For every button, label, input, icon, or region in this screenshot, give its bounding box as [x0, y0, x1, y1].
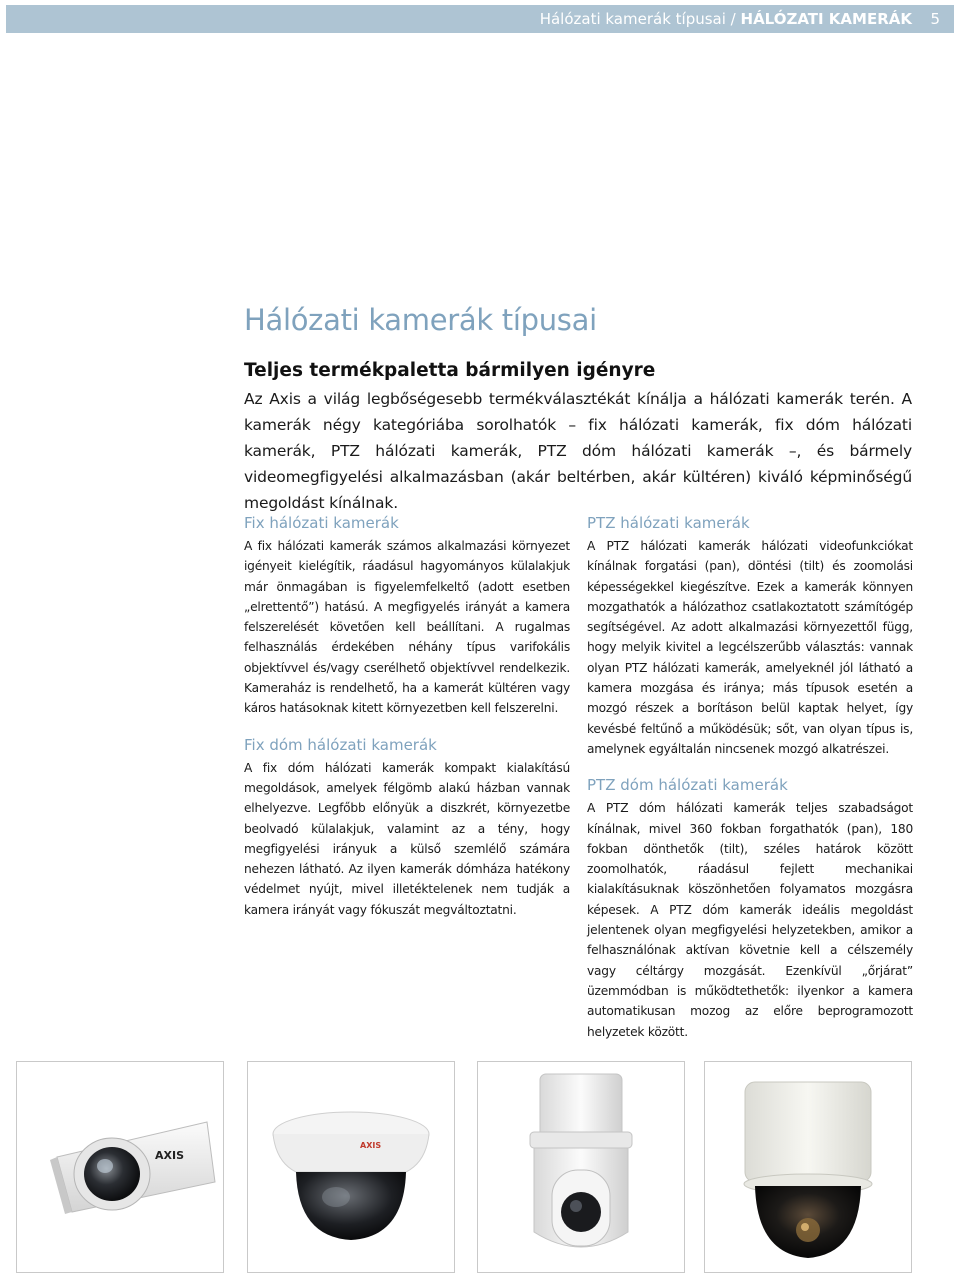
section-text: A PTZ dóm hálózati kamerák teljes szabadságot kínálnak, mivel 360 fokban forgathatók (pan), 180 fokban dönthetők (tilt), széles határok között zoomolhatók, ráadásul fejlett mechanikai kialakításuknak köszönhetően folyamatos mozgásra képesek. A PTZ dóm kamerák ideális megoldást jelentenek olyan megfigyelési helyzetekben, amikor a felhasználónak aktívan követnie kell a célszemély vagy céltárgy mozgását. Ezenkívül „őrjárat” üzemmódban is működtethetők: ilyenkor a kamera automatikusan mozog az előre beprogramozott helyzetek között. — [587, 801, 913, 1039]
right-column — [587, 512, 913, 1057]
section-text: A fix hálózati kamerák számos alkalmazási környezet igényeit kielégítik, ráadásul hagyományos külalakjuk már önmagában is figyelemfelkeltő (adott esetben „elrettentő”) hatású. A megfigyelés irányát a kamera felszerelését követően kell beállítani. A rugalmas felhasználás érdekében néhány típus varifokális objektívvel és/vagy cserélhető objektívvel rendelkezik. Kameraház is rendelhető, ha a kamerát kültéren vagy káros hatásoknak kitett környezetben kell felszerelni. — [244, 539, 570, 716]
page-number: 5 — [930, 10, 940, 28]
ptz-dome-camera-photo — [704, 1061, 912, 1273]
header-section: Hálózati kamerák típusai / — [539, 10, 736, 28]
section-heading: PTZ dóm hálózati kamerák — [587, 776, 788, 795]
fixed-dome-camera-photo — [247, 1061, 455, 1273]
section-heading: Fix hálózati kamerák — [244, 514, 399, 532]
section-heading: PTZ hálózati kamerák — [587, 514, 750, 532]
ptz-dome-camera-illustration — [705, 1062, 911, 1272]
section-heading: Fix dóm hálózati kamerák — [244, 735, 437, 754]
fixed-camera-illustration — [17, 1062, 223, 1272]
header-chapter: HÁLÓZATI KAMERÁK — [740, 10, 912, 28]
running-header — [540, 10, 912, 28]
page-title: Hálózati kamerák típusai — [244, 303, 597, 337]
ptz-camera-illustration — [478, 1062, 684, 1272]
section-text: A fix dóm hálózati kamerák kompakt kialakítású megoldások, amelyek félgömb alakú házban vannak elhelyezve. Legfőbb előnyük a diszkrét, környezetbe beolvadó külalakjuk, valamint az a tény, hogy megfigyelési irányuk a külső szemlélő számára nehezen látható. Az ilyen kamerák dómháza hatékony védelmet nyújt, mivel illetéktelenek nem tudják a kamera irányát vagy fókuszát megváltoztatni. — [244, 760, 570, 917]
section-ptz-dome-cameras — [587, 774, 913, 1042]
fixed-dome-camera-illustration — [248, 1062, 454, 1272]
header-bar — [6, 5, 954, 33]
page-subtitle: Teljes termékpaletta bármilyen igényre — [244, 360, 656, 381]
section-ptz-cameras — [587, 512, 913, 759]
left-column — [244, 512, 570, 935]
section-fix-cameras — [244, 512, 570, 719]
ptz-camera-photo — [477, 1061, 685, 1273]
section-text: A PTZ hálózati kamerák hálózati videofunkciókat kínálnak forgatási (pan), döntési (tilt) és zoomolási képességekkel kiegészítve. Ezek a kamerák könnyen mozgathatók a hálózathoz csatlakoztatott számítógép segítségével. Az adott alkalmazási környezettől függ, hogy melyik kivitel a legcélszerűbb választás: vannak olyan PTZ hálózati kamerák, amelyeknél jól látható a kamera mozgása és iránya; más típusok esetén a mozgó részek a borításon belül kaptak helyet, így kevésbé feltűnő a működésük; sőt, van olyan típus is, amelynek egyáltalán nincsenek mozgó alkatrészei. — [587, 539, 913, 756]
fixed-camera-photo — [16, 1061, 224, 1273]
section-fix-dome-cameras — [244, 734, 570, 920]
intro-paragraph: Az Axis a világ legbőségesebb termékválasztékát kínálja a hálózati kamerák terén. A kamerák négy kategóriába sorolhatók – fix hálózati kamerák, fix dóm hálózati kamerák, PTZ hálózati kamerák, PTZ dóm hálózati kamerák –, és bármely videomegfigyelési alkalmazásban (akár beltérben, akár kültéren) kiváló képminőségű megoldást kínálnak. — [244, 390, 912, 512]
camera-photo-strip — [16, 1061, 944, 1273]
axis-logo: AXIS — [360, 1141, 382, 1150]
axis-logo: AXIS — [155, 1149, 185, 1162]
